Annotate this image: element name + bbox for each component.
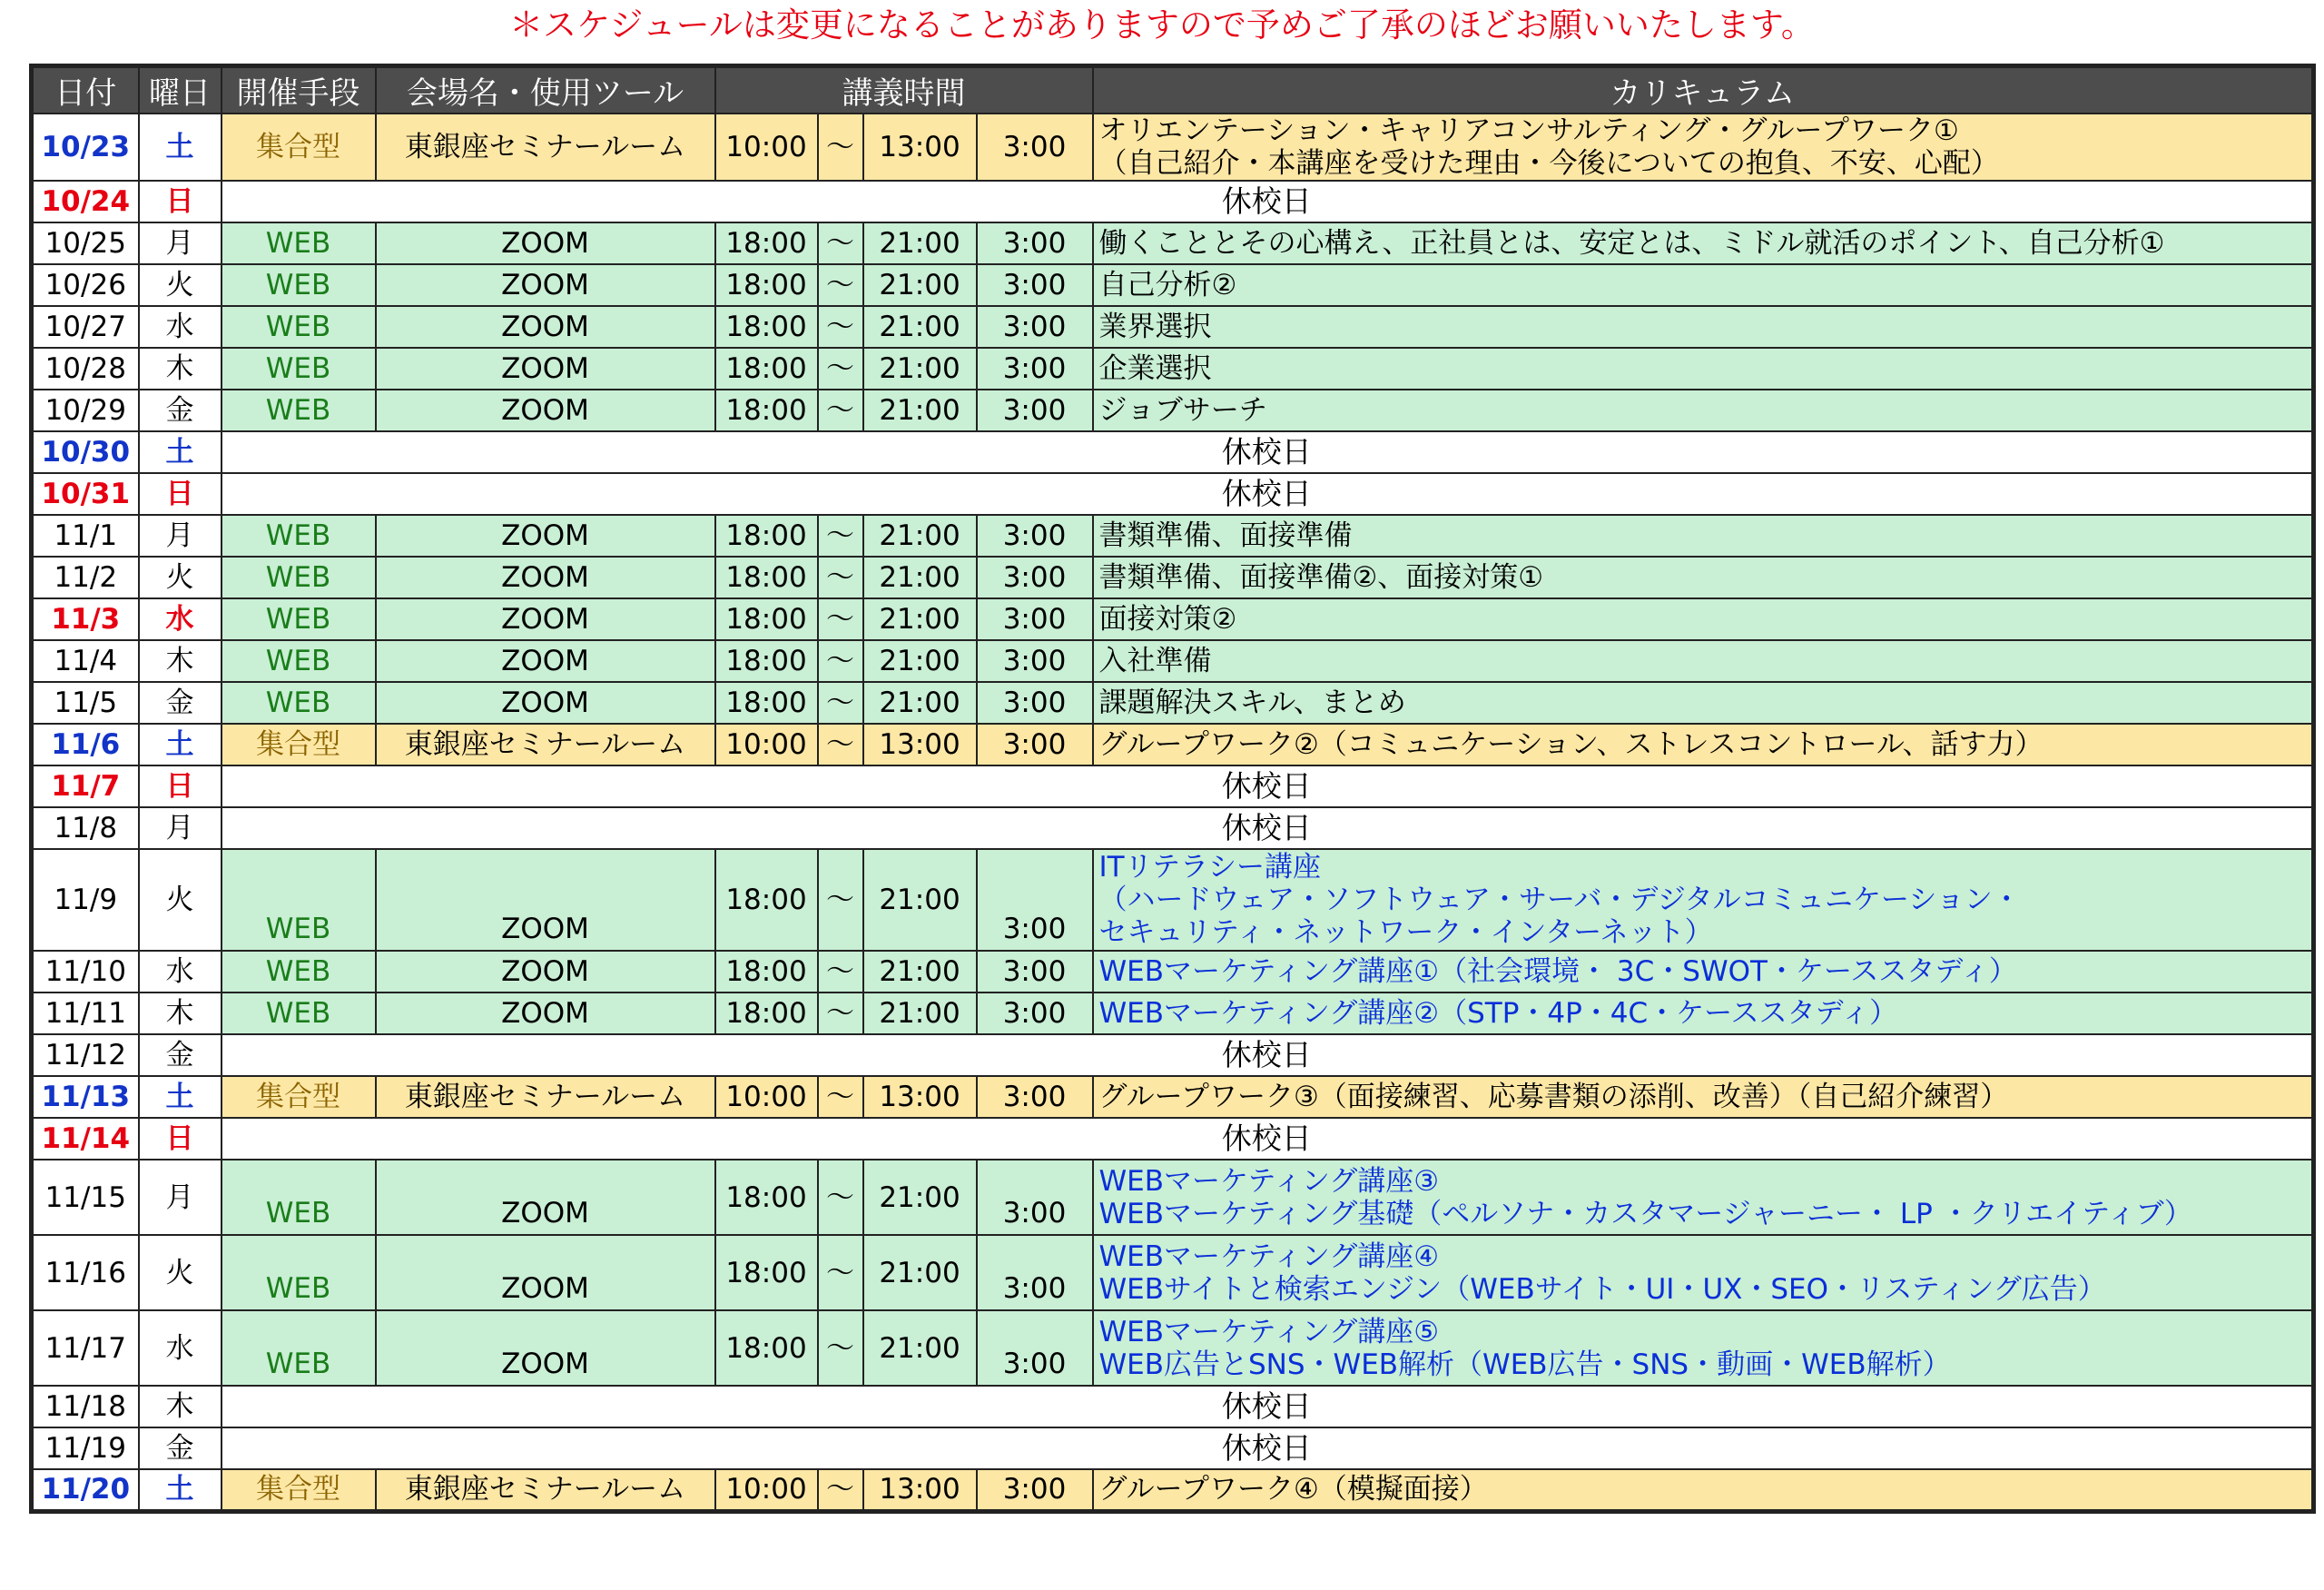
end-time-cell: 21:00 [863, 264, 977, 306]
end-time-cell: 13:00 [863, 114, 977, 181]
end-time-cell: 21:00 [863, 306, 977, 348]
start-time-cell: 18:00 [715, 557, 818, 598]
closed-day-cell: 休校日 [222, 807, 2314, 849]
end-time-cell: 13:00 [863, 1076, 977, 1118]
curriculum-line: 自己分析② [1098, 269, 1237, 301]
time-separator-cell: ～ [818, 849, 863, 951]
duration-cell: 3:00 [977, 114, 1093, 181]
venue-cell: ZOOM [376, 306, 715, 348]
time-separator-cell: ～ [818, 390, 863, 431]
curriculum-line: WEBマーケティング講座⑤ [1098, 1315, 1440, 1348]
curriculum-line: 書類準備、面接準備②、面接対策① [1098, 561, 1544, 594]
dow-cell: 金 [139, 1427, 222, 1469]
duration-cell: 3:00 [977, 724, 1093, 765]
dow-cell: 金 [139, 390, 222, 431]
header-time: 講義時間 [715, 66, 1093, 114]
schedule-row [32, 1469, 2314, 1511]
venue-cell: ZOOM [376, 682, 715, 724]
curriculum-cell [1093, 993, 2314, 1034]
dow-cell: 火 [139, 264, 222, 306]
dow-cell: 水 [139, 598, 222, 640]
date-cell: 10/25 [32, 222, 139, 264]
duration-cell: 3:00 [977, 640, 1093, 682]
dow-cell: 木 [139, 348, 222, 390]
curriculum-line: オリエンテーション・キャリアコンサルティング・グループワーク① [1098, 114, 1959, 147]
header-date: 日付 [32, 66, 139, 114]
duration-cell: 3:00 [977, 1076, 1093, 1118]
start-time-cell: 18:00 [715, 598, 818, 640]
venue-cell: ZOOM [376, 1235, 715, 1310]
venue-cell: ZOOM [376, 951, 715, 993]
curriculum-line: 業界選択 [1098, 311, 1212, 343]
duration-cell: 3:00 [977, 557, 1093, 598]
schedule-row [32, 993, 2314, 1034]
venue-cell: 東銀座セミナールーム [376, 724, 715, 765]
dow-cell: 日 [139, 473, 222, 515]
schedule-body [32, 114, 2314, 1511]
method-cell: WEB [222, 390, 376, 431]
start-time-cell: 18:00 [715, 264, 818, 306]
start-time-cell: 18:00 [715, 348, 818, 390]
closed-day-cell: 休校日 [222, 473, 2314, 515]
date-cell: 11/1 [32, 515, 139, 557]
curriculum-cell [1093, 951, 2314, 993]
schedule-row [32, 431, 2314, 473]
curriculum-line: WEBマーケティング基礎（ペルソナ・カスタマージャーニー・ LP ・クリエイティブ） [1098, 1197, 2192, 1230]
header-curriculum: カリキュラム [1093, 66, 2314, 114]
curriculum-cell [1093, 114, 2314, 181]
method-cell: WEB [222, 951, 376, 993]
schedule-table-wrapper [29, 64, 2311, 1544]
time-separator-cell: ～ [818, 951, 863, 993]
dow-cell: 火 [139, 557, 222, 598]
schedule-row [32, 640, 2314, 682]
schedule-row [32, 348, 2314, 390]
time-separator-cell: ～ [818, 515, 863, 557]
header-venue: 会場名・使用ツール [376, 66, 715, 114]
dow-cell: 月 [139, 222, 222, 264]
start-time-cell: 18:00 [715, 390, 818, 431]
closed-day-cell: 休校日 [222, 1386, 2314, 1427]
duration-cell: 3:00 [977, 598, 1093, 640]
venue-cell: ZOOM [376, 640, 715, 682]
time-separator-cell: ～ [818, 306, 863, 348]
closed-day-cell: 休校日 [222, 181, 2314, 222]
curriculum-line: 面接対策② [1098, 603, 1237, 636]
method-cell: WEB [222, 993, 376, 1034]
date-cell: 11/6 [32, 724, 139, 765]
closed-day-cell: 休校日 [222, 765, 2314, 807]
duration-cell: 3:00 [977, 1160, 1093, 1235]
schedule-row [32, 473, 2314, 515]
duration-cell: 3:00 [977, 348, 1093, 390]
end-time-cell: 13:00 [863, 724, 977, 765]
curriculum-cell [1093, 598, 2314, 640]
venue-cell: ZOOM [376, 1160, 715, 1235]
end-time-cell: 21:00 [863, 390, 977, 431]
date-cell: 10/29 [32, 390, 139, 431]
start-time-cell: 18:00 [715, 993, 818, 1034]
end-time-cell: 21:00 [863, 849, 977, 951]
dow-cell: 土 [139, 724, 222, 765]
date-cell: 11/14 [32, 1118, 139, 1160]
closed-day-cell: 休校日 [222, 1118, 2314, 1160]
time-separator-cell: ～ [818, 222, 863, 264]
end-time-cell: 21:00 [863, 640, 977, 682]
end-time-cell: 21:00 [863, 598, 977, 640]
schedule-change-notice: ＊スケジュールは変更になることがありますので予めご了承のほどお願いいたします。 [509, 5, 1815, 44]
schedule-row [32, 724, 2314, 765]
method-cell: WEB [222, 557, 376, 598]
venue-cell: ZOOM [376, 515, 715, 557]
schedule-row [32, 181, 2314, 222]
start-time-cell: 18:00 [715, 515, 818, 557]
date-cell: 11/19 [32, 1427, 139, 1469]
date-cell: 11/2 [32, 557, 139, 598]
dow-cell: 土 [139, 1076, 222, 1118]
method-cell: WEB [222, 598, 376, 640]
venue-cell: ZOOM [376, 1310, 715, 1386]
time-separator-cell: ～ [818, 264, 863, 306]
curriculum-cell [1093, 515, 2314, 557]
venue-cell: ZOOM [376, 598, 715, 640]
schedule-row [32, 1310, 2314, 1386]
venue-cell: ZOOM [376, 849, 715, 951]
curriculum-line: ジョブサーチ [1098, 394, 1267, 427]
start-time-cell: 18:00 [715, 1310, 818, 1386]
schedule-row [32, 222, 2314, 264]
venue-cell: ZOOM [376, 390, 715, 431]
header-dow: 曜日 [139, 66, 222, 114]
date-cell: 11/11 [32, 993, 139, 1034]
time-separator-cell: ～ [818, 1310, 863, 1386]
date-cell: 11/7 [32, 765, 139, 807]
schedule-row [32, 114, 2314, 181]
end-time-cell: 21:00 [863, 1160, 977, 1235]
date-cell: 10/27 [32, 306, 139, 348]
start-time-cell: 18:00 [715, 306, 818, 348]
date-cell: 11/3 [32, 598, 139, 640]
date-cell: 11/16 [32, 1235, 139, 1310]
curriculum-cell [1093, 1160, 2314, 1235]
date-cell: 11/8 [32, 807, 139, 849]
curriculum-cell [1093, 1076, 2314, 1118]
date-cell: 11/13 [32, 1076, 139, 1118]
schedule-row [32, 1235, 2314, 1310]
start-time-cell: 18:00 [715, 222, 818, 264]
schedule-row [32, 515, 2314, 557]
curriculum-cell [1093, 390, 2314, 431]
dow-cell: 月 [139, 807, 222, 849]
dow-cell: 月 [139, 515, 222, 557]
start-time-cell: 18:00 [715, 849, 818, 951]
curriculum-cell [1093, 557, 2314, 598]
schedule-row [32, 1160, 2314, 1235]
dow-cell: 金 [139, 682, 222, 724]
start-time-cell: 18:00 [715, 1160, 818, 1235]
curriculum-line: 書類準備、面接準備 [1098, 519, 1353, 552]
time-separator-cell: ～ [818, 1469, 863, 1511]
schedule-row [32, 682, 2314, 724]
curriculum-cell [1093, 222, 2314, 264]
curriculum-line: WEB広告とSNS・WEB解析（WEB広告・SNS・動画・WEB解析） [1098, 1348, 1951, 1381]
venue-cell: ZOOM [376, 222, 715, 264]
curriculum-line: WEBマーケティング講座①（社会環境・ 3C・SWOT・ケーススタディ） [1098, 955, 2017, 988]
duration-cell: 3:00 [977, 1235, 1093, 1310]
curriculum-line: グループワーク②（コミュニケーション、ストレスコントロール、話す力） [1098, 728, 2043, 761]
schedule-row [32, 598, 2314, 640]
time-separator-cell: ～ [818, 598, 863, 640]
curriculum-line: WEBマーケティング講座④ [1098, 1239, 1440, 1273]
curriculum-cell [1093, 264, 2314, 306]
closed-day-cell: 休校日 [222, 1427, 2314, 1469]
duration-cell: 3:00 [977, 993, 1093, 1034]
curriculum-cell [1093, 1469, 2314, 1511]
curriculum-cell [1093, 1310, 2314, 1386]
curriculum-line: 企業選択 [1098, 352, 1212, 385]
duration-cell: 3:00 [977, 849, 1093, 951]
venue-cell: 東銀座セミナールーム [376, 114, 715, 181]
dow-cell: 木 [139, 1386, 222, 1427]
schedule-row [32, 306, 2314, 348]
start-time-cell: 10:00 [715, 1076, 818, 1118]
schedule-row [32, 1076, 2314, 1118]
header-method: 開催手段 [222, 66, 376, 114]
method-cell: WEB [222, 1235, 376, 1310]
duration-cell: 3:00 [977, 222, 1093, 264]
dow-cell: 日 [139, 181, 222, 222]
curriculum-line: WEBサイトと検索エンジン（WEBサイト・UI・UX・SEO・リスティング広告） [1098, 1272, 2106, 1306]
dow-cell: 月 [139, 1160, 222, 1235]
end-time-cell: 21:00 [863, 515, 977, 557]
time-separator-cell: ～ [818, 557, 863, 598]
dow-cell: 水 [139, 951, 222, 993]
date-cell: 11/18 [32, 1386, 139, 1427]
curriculum-line: WEBマーケティング講座②（STP・4P・4C・ケーススタディ） [1098, 997, 1898, 1030]
start-time-cell: 18:00 [715, 951, 818, 993]
schedule-table [29, 64, 2316, 1514]
method-cell: WEB [222, 515, 376, 557]
method-cell: WEB [222, 348, 376, 390]
end-time-cell: 13:00 [863, 1469, 977, 1511]
end-time-cell: 21:00 [863, 951, 977, 993]
date-cell: 11/12 [32, 1034, 139, 1076]
start-time-cell: 10:00 [715, 724, 818, 765]
closed-day-cell: 休校日 [222, 1034, 2314, 1076]
curriculum-line: 働くこととその心構え、正社員とは、安定とは、ミドル就活のポイント、自己分析① [1098, 227, 2165, 260]
time-separator-cell: ～ [818, 682, 863, 724]
time-separator-cell: ～ [818, 1076, 863, 1118]
duration-cell: 3:00 [977, 515, 1093, 557]
duration-cell: 3:00 [977, 682, 1093, 724]
venue-cell: 東銀座セミナールーム [376, 1469, 715, 1511]
curriculum-line: （ハードウェア・ソフトウェア・サーバ・デジタルコミュニケーション・ [1098, 884, 2021, 916]
time-separator-cell: ～ [818, 1235, 863, 1310]
dow-cell: 土 [139, 431, 222, 473]
header-row [32, 66, 2314, 114]
curriculum-cell [1093, 348, 2314, 390]
curriculum-cell [1093, 724, 2314, 765]
method-cell: WEB [222, 1310, 376, 1386]
time-separator-cell: ～ [818, 993, 863, 1034]
schedule-row [32, 951, 2314, 993]
venue-cell: 東銀座セミナールーム [376, 1076, 715, 1118]
method-cell: 集合型 [222, 1469, 376, 1511]
date-cell: 11/5 [32, 682, 139, 724]
duration-cell: 3:00 [977, 390, 1093, 431]
dow-cell: 日 [139, 1118, 222, 1160]
schedule-row [32, 765, 2314, 807]
time-separator-cell: ～ [818, 348, 863, 390]
date-cell: 11/15 [32, 1160, 139, 1235]
curriculum-cell [1093, 640, 2314, 682]
method-cell: WEB [222, 264, 376, 306]
method-cell: WEB [222, 222, 376, 264]
schedule-row [32, 1118, 2314, 1160]
duration-cell: 3:00 [977, 1310, 1093, 1386]
method-cell: 集合型 [222, 114, 376, 181]
start-time-cell: 18:00 [715, 640, 818, 682]
method-cell: WEB [222, 682, 376, 724]
schedule-row [32, 557, 2314, 598]
curriculum-line: 入社準備 [1098, 645, 1212, 677]
schedule-row [32, 807, 2314, 849]
venue-cell: ZOOM [376, 993, 715, 1034]
duration-cell: 3:00 [977, 264, 1093, 306]
dow-cell: 木 [139, 993, 222, 1034]
schedule-row [32, 1034, 2314, 1076]
closed-day-cell: 休校日 [222, 431, 2314, 473]
dow-cell: 土 [139, 1469, 222, 1511]
venue-cell: ZOOM [376, 348, 715, 390]
start-time-cell: 18:00 [715, 1235, 818, 1310]
method-cell: WEB [222, 849, 376, 951]
curriculum-cell [1093, 682, 2314, 724]
curriculum-cell [1093, 306, 2314, 348]
dow-cell: 木 [139, 640, 222, 682]
time-separator-cell: ～ [818, 114, 863, 181]
end-time-cell: 21:00 [863, 222, 977, 264]
date-cell: 11/17 [32, 1310, 139, 1386]
curriculum-line: 課題解決スキル、まとめ [1098, 686, 1406, 719]
date-cell: 10/26 [32, 264, 139, 306]
dow-cell: 水 [139, 306, 222, 348]
schedule-row [32, 390, 2314, 431]
end-time-cell: 21:00 [863, 993, 977, 1034]
time-separator-cell: ～ [818, 640, 863, 682]
date-cell: 11/4 [32, 640, 139, 682]
curriculum-cell [1093, 849, 2314, 951]
end-time-cell: 21:00 [863, 682, 977, 724]
date-cell: 10/30 [32, 431, 139, 473]
curriculum-line: セキュリティ・ネットワーク・インターネット） [1098, 916, 1713, 949]
start-time-cell: 10:00 [715, 114, 818, 181]
venue-cell: ZOOM [376, 264, 715, 306]
method-cell: WEB [222, 306, 376, 348]
schedule-row [32, 1386, 2314, 1427]
curriculum-line: グループワーク④（模擬面接） [1098, 1473, 1488, 1506]
curriculum-line: （自己紹介・本講座を受けた理由・今後についての抱負、不安、心配） [1098, 147, 1999, 180]
dow-cell: 火 [139, 849, 222, 951]
date-cell: 10/24 [32, 181, 139, 222]
dow-cell: 火 [139, 1235, 222, 1310]
date-cell: 10/31 [32, 473, 139, 515]
date-cell: 10/23 [32, 114, 139, 181]
dow-cell: 金 [139, 1034, 222, 1076]
date-cell: 11/20 [32, 1469, 139, 1511]
duration-cell: 3:00 [977, 1469, 1093, 1511]
method-cell: WEB [222, 1160, 376, 1235]
schedule-row [32, 849, 2314, 951]
schedule-row [32, 1427, 2314, 1469]
method-cell: 集合型 [222, 1076, 376, 1118]
end-time-cell: 21:00 [863, 1235, 977, 1310]
schedule-row [32, 264, 2314, 306]
dow-cell: 土 [139, 114, 222, 181]
time-separator-cell: ～ [818, 724, 863, 765]
time-separator-cell: ～ [818, 1160, 863, 1235]
curriculum-cell [1093, 1235, 2314, 1310]
dow-cell: 水 [139, 1310, 222, 1386]
start-time-cell: 10:00 [715, 1469, 818, 1511]
end-time-cell: 21:00 [863, 348, 977, 390]
end-time-cell: 21:00 [863, 1310, 977, 1386]
duration-cell: 3:00 [977, 951, 1093, 993]
duration-cell: 3:00 [977, 306, 1093, 348]
date-cell: 11/10 [32, 951, 139, 993]
start-time-cell: 18:00 [715, 682, 818, 724]
date-cell: 11/9 [32, 849, 139, 951]
method-cell: WEB [222, 640, 376, 682]
method-cell: 集合型 [222, 724, 376, 765]
dow-cell: 日 [139, 765, 222, 807]
venue-cell: ZOOM [376, 557, 715, 598]
date-cell: 10/28 [32, 348, 139, 390]
curriculum-line: グループワーク③（面接練習、応募書類の添削、改善）（自己紹介練習） [1098, 1081, 2009, 1113]
curriculum-line: ITリテラシー講座 [1098, 851, 1321, 884]
curriculum-line: WEBマーケティング講座③ [1098, 1164, 1440, 1198]
end-time-cell: 21:00 [863, 557, 977, 598]
